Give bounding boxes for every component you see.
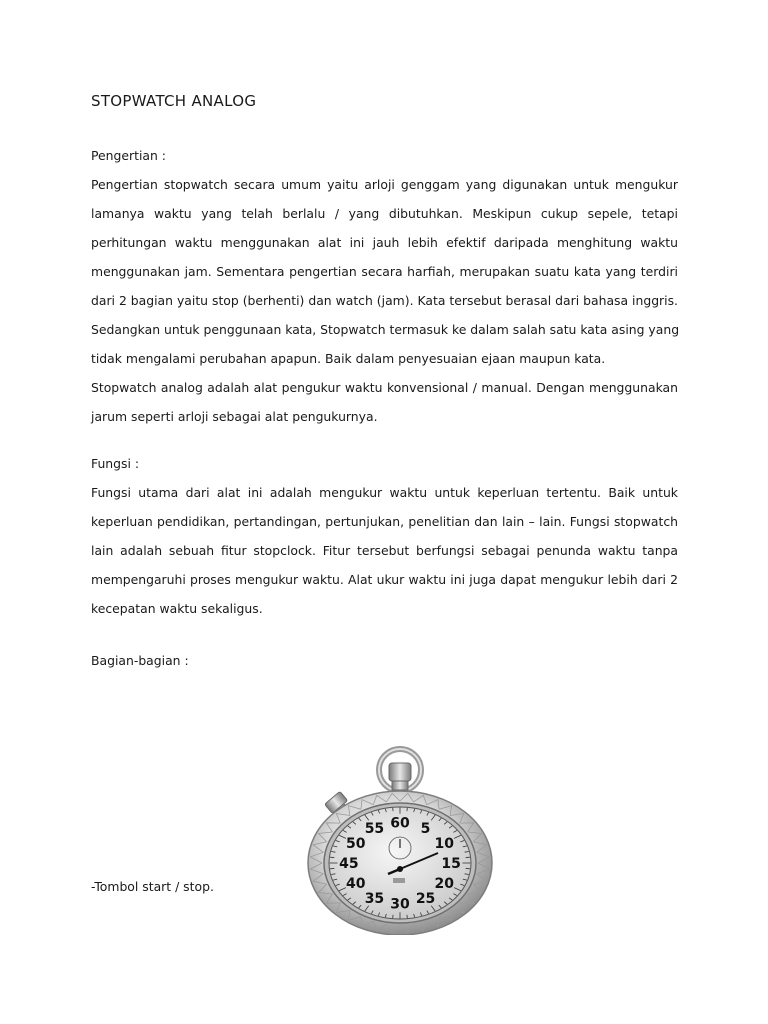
paragraph-line: menggunakan jam. Sementara pengertian secara harfiah, merupakan suatu kata yang terdiri: [91, 264, 678, 279]
dial-number: 5: [420, 821, 431, 838]
crown-button: [389, 763, 411, 781]
paragraph-line: kecepatan waktu sekaligus.: [91, 601, 263, 616]
pengertian-paragraph: [91, 170, 678, 431]
paragraph-line: Pengertian stopwatch secara umum yaitu arloji genggam yang digunakan untuk mengukur: [91, 177, 678, 192]
paragraph-line: dari 2 bagian yaitu stop (berhenti) dan watch (jam). Kata tersebut berasal dari bahasa inggris.: [91, 293, 678, 308]
paragraph-line: lamanya waktu yang telah berlalu / yang dibutuhkan. Meskipun cukup sepele, tetapi: [91, 206, 678, 221]
dial-number: 45: [339, 856, 359, 872]
dial-number: 35: [364, 890, 385, 907]
bagian-heading: Bagian-bagian :: [91, 653, 189, 668]
paragraph-line: Fungsi utama dari alat ini adalah mengukur waktu untuk keperluan tertentu. Baik untuk: [91, 485, 678, 500]
dial-number: 25: [415, 890, 436, 907]
fungsi-paragraph: [91, 478, 678, 623]
paragraph-line: mempengaruhi proses mengukur waktu. Alat ukur waktu ini juga dapat mengukur lebih dari 2: [91, 572, 678, 587]
dial-number: 60: [390, 815, 410, 832]
dial-number: 30: [390, 896, 410, 913]
paragraph-line: tidak mengalami perubahan apapun. Baik dalam penyesuaian ejaan maupun kata.: [91, 351, 606, 366]
paragraph-line: lain adalah sebuah fitur stopclock. Fitur tersebut berfungsi sebagai penunda waktu tanpa: [91, 543, 678, 558]
paragraph-line: perhitungan waktu menggunakan alat ini jauh lebih efektif daripada menghitung waktu: [91, 235, 678, 250]
dial-number: 50: [345, 835, 366, 852]
brand-mark: [393, 878, 405, 883]
paragraph-line: keperluan pendidikan, pertandingan, pertunjukan, penelitian dan lain – lain. Fungsi stopwatch: [91, 514, 678, 529]
dial-number: 10: [434, 835, 455, 852]
dial-number: 15: [441, 856, 461, 872]
paragraph-line: Sedangkan untuk penggunaan kata, Stopwatch termasuk ke dalam salah satu kata asing yang: [91, 322, 680, 337]
dial-number: 40: [345, 876, 366, 893]
fungsi-heading: Fungsi :: [91, 456, 140, 471]
start-stop-caption: -Tombol start / stop.: [91, 879, 214, 894]
dial-number: 55: [364, 821, 385, 838]
paragraph-line: Stopwatch analog adalah alat pengukur waktu konvensional / manual. Dengan menggunakan: [91, 380, 678, 395]
stopwatch-image: [300, 745, 500, 935]
paragraph-line: jarum seperti arloji sebagai alat pengukurnya.: [91, 409, 378, 424]
pengertian-heading: Pengertian :: [91, 148, 166, 163]
dial-number: 20: [434, 876, 455, 893]
document-title: STOPWATCH ANALOG: [91, 92, 257, 110]
